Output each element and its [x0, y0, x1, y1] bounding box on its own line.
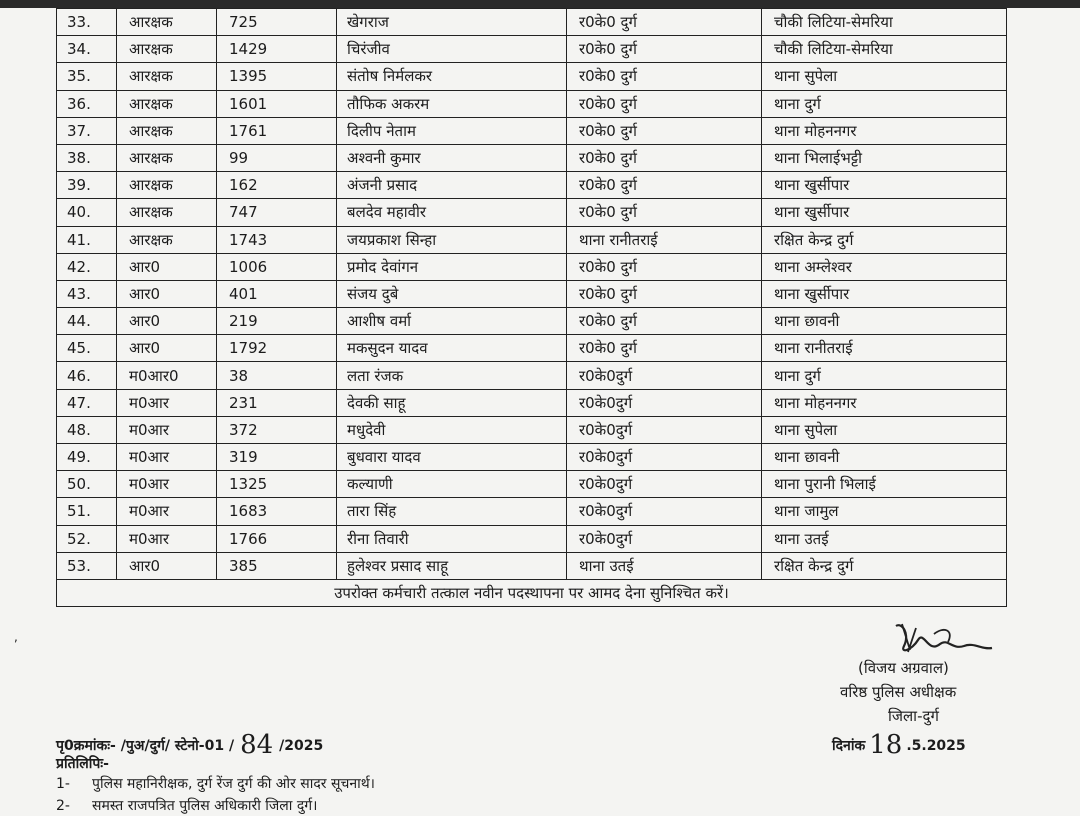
table-row: [57, 389, 1007, 416]
table-row: [57, 362, 1007, 389]
employee-name-cell: तौफिक अकरम: [337, 90, 567, 117]
employee-name-cell: हुलेश्वर प्रसाद साहू: [337, 552, 567, 579]
current-posting-cell: र0के0 दुर्ग: [567, 172, 762, 199]
top-edge-bar: [0, 0, 1080, 8]
new-posting-cell: थाना खुर्सीपार: [762, 199, 1007, 226]
signatory-name: (विजय अग्रवाल): [858, 659, 949, 677]
badge-number-cell: 162: [217, 172, 337, 199]
serial-number-cell: 40.: [57, 199, 117, 226]
rank-cell: म0आर: [117, 525, 217, 552]
rank-cell: म0आर0: [117, 362, 217, 389]
table-row: [57, 552, 1007, 579]
rank-cell: आर0: [117, 308, 217, 335]
table-row: [57, 63, 1007, 90]
new-posting-cell: थाना सुपेला: [762, 416, 1007, 443]
new-posting-cell: थाना मोहननगर: [762, 117, 1007, 144]
badge-number-cell: 385: [217, 552, 337, 579]
copy-item-text: समस्त राजपत्रित पुलिस अधिकारी जिला दुर्ग।: [92, 798, 318, 814]
badge-number-cell: 1761: [217, 117, 337, 144]
rank-cell: आर0: [117, 253, 217, 280]
employee-name-cell: कल्याणी: [337, 471, 567, 498]
employee-name-cell: तारा सिंह: [337, 498, 567, 525]
employee-name-cell: प्रमोद देवांगन: [337, 253, 567, 280]
rank-cell: आरक्षक: [117, 63, 217, 90]
employee-name-cell: अंजनी प्रसाद: [337, 172, 567, 199]
employee-name-cell: अश्वनी कुमार: [337, 144, 567, 171]
table-row: [57, 335, 1007, 362]
serial-number-cell: 45.: [57, 335, 117, 362]
badge-number-cell: 1601: [217, 90, 337, 117]
badge-number-cell: 401: [217, 280, 337, 307]
serial-number-cell: 44.: [57, 308, 117, 335]
current-posting-cell: र0के0 दुर्ग: [567, 335, 762, 362]
serial-number-cell: 37.: [57, 117, 117, 144]
current-posting-cell: र0के0 दुर्ग: [567, 36, 762, 63]
current-posting-cell: र0के0दुर्ग: [567, 498, 762, 525]
new-posting-cell: थाना खुर्सीपार: [762, 280, 1007, 307]
badge-number-cell: 99: [217, 144, 337, 171]
serial-number-cell: 50.: [57, 471, 117, 498]
serial-number-cell: 36.: [57, 90, 117, 117]
serial-number-cell: 43.: [57, 280, 117, 307]
table-row: [57, 253, 1007, 280]
badge-number-cell: 725: [217, 9, 337, 36]
serial-number-cell: 53.: [57, 552, 117, 579]
transfer-table-body: [57, 9, 1007, 580]
badge-number-cell: 1766: [217, 525, 337, 552]
current-posting-cell: र0के0दुर्ग: [567, 389, 762, 416]
serial-number-cell: 46.: [57, 362, 117, 389]
employee-name-cell: खेगराज: [337, 9, 567, 36]
table-row: [57, 9, 1007, 36]
badge-number-cell: 1006: [217, 253, 337, 280]
employee-name-cell: दिलीप नेताम: [337, 117, 567, 144]
copy-item: [56, 796, 318, 815]
badge-number-cell: 231: [217, 389, 337, 416]
new-posting-cell: थाना सुपेला: [762, 63, 1007, 90]
signatory-title: वरिष्ठ पुलिस अधीक्षक: [840, 683, 957, 701]
current-posting-cell: र0के0 दुर्ग: [567, 280, 762, 307]
current-posting-cell: र0के0 दुर्ग: [567, 253, 762, 280]
table-row: [57, 471, 1007, 498]
table-row: [57, 90, 1007, 117]
new-posting-cell: रक्षित केन्द्र दुर्ग: [762, 226, 1007, 253]
current-posting-cell: र0के0दुर्ग: [567, 416, 762, 443]
serial-number-cell: 35.: [57, 63, 117, 90]
employee-name-cell: बुधवारा यादव: [337, 444, 567, 471]
current-posting-cell: र0के0 दुर्ग: [567, 199, 762, 226]
new-posting-cell: थाना उतई: [762, 525, 1007, 552]
current-posting-cell: र0के0 दुर्ग: [567, 9, 762, 36]
copy-item-index: 1-: [56, 776, 70, 792]
current-posting-cell: र0के0दुर्ग: [567, 525, 762, 552]
date-rest: .5.2025: [906, 738, 966, 754]
rank-cell: आरक्षक: [117, 172, 217, 199]
copy-heading: प्रतिलिपिः-: [56, 756, 109, 772]
badge-number-cell: 372: [217, 416, 337, 443]
rank-cell: म0आर: [117, 444, 217, 471]
table-row: [57, 36, 1007, 63]
new-posting-cell: थाना छावनी: [762, 308, 1007, 335]
reference-suffix: /2025: [279, 738, 324, 754]
rank-cell: म0आर: [117, 471, 217, 498]
new-posting-cell: थाना अम्लेश्वर: [762, 253, 1007, 280]
date-label: दिनांक: [832, 738, 866, 754]
table-row: [57, 199, 1007, 226]
date-line: [832, 730, 966, 760]
rank-cell: आर0: [117, 552, 217, 579]
current-posting-cell: थाना रानीतराई: [567, 226, 762, 253]
employee-name-cell: बलदेव महावीर: [337, 199, 567, 226]
rank-cell: आर0: [117, 335, 217, 362]
rank-cell: म0आर: [117, 389, 217, 416]
rank-cell: आरक्षक: [117, 199, 217, 226]
rank-cell: आरक्षक: [117, 9, 217, 36]
serial-number-cell: 41.: [57, 226, 117, 253]
reference-number: 84: [240, 730, 274, 760]
new-posting-cell: थाना खुर्सीपार: [762, 172, 1007, 199]
employee-name-cell: देवकी साहू: [337, 389, 567, 416]
current-posting-cell: र0के0दुर्ग: [567, 362, 762, 389]
copy-item-index: 2-: [56, 798, 70, 814]
table-row: [57, 144, 1007, 171]
copy-item: [56, 774, 375, 793]
table-row: [57, 308, 1007, 335]
serial-number-cell: 47.: [57, 389, 117, 416]
table-row: [57, 525, 1007, 552]
rank-cell: आर0: [117, 280, 217, 307]
badge-number-cell: 1743: [217, 226, 337, 253]
instruction-row: [57, 579, 1007, 606]
rank-cell: आरक्षक: [117, 117, 217, 144]
employee-name-cell: लता रंजक: [337, 362, 567, 389]
table-row: [57, 444, 1007, 471]
table-row: [57, 172, 1007, 199]
serial-number-cell: 48.: [57, 416, 117, 443]
copy-item-text: पुलिस महानिरीक्षक, दुर्ग रेंज दुर्ग की ओर सादर सूचनार्थ।: [92, 776, 375, 792]
table-row: [57, 498, 1007, 525]
reference-prefix: पृ0क्रमांकः- /पुअ/दुर्ग/ स्टेनो-01 /: [56, 738, 235, 754]
instruction-text: उपरोक्त कर्मचारी तत्काल नवीन पदस्थापना पर आमद देना सुनिश्चित करें।: [57, 579, 1007, 606]
current-posting-cell: र0के0 दुर्ग: [567, 144, 762, 171]
margin-mark: ,: [14, 630, 18, 644]
employee-name-cell: संतोष निर्मलकर: [337, 63, 567, 90]
serial-number-cell: 34.: [57, 36, 117, 63]
new-posting-cell: थाना जामुल: [762, 498, 1007, 525]
date-day: 18: [869, 730, 903, 760]
table-row: [57, 416, 1007, 443]
badge-number-cell: 747: [217, 199, 337, 226]
rank-cell: म0आर: [117, 416, 217, 443]
rank-cell: आरक्षक: [117, 90, 217, 117]
current-posting-cell: र0के0 दुर्ग: [567, 90, 762, 117]
transfer-table: [56, 8, 1007, 607]
new-posting-cell: चौकी लिटिया-सेमरिया: [762, 9, 1007, 36]
badge-number-cell: 1792: [217, 335, 337, 362]
employee-name-cell: रीना तिवारी: [337, 525, 567, 552]
employee-name-cell: मधुदेवी: [337, 416, 567, 443]
rank-cell: म0आर: [117, 498, 217, 525]
badge-number-cell: 319: [217, 444, 337, 471]
table-row: [57, 117, 1007, 144]
new-posting-cell: थाना रानीतराई: [762, 335, 1007, 362]
table-row: [57, 226, 1007, 253]
new-posting-cell: थाना दुर्ग: [762, 362, 1007, 389]
current-posting-cell: र0के0 दुर्ग: [567, 308, 762, 335]
new-posting-cell: रक्षित केन्द्र दुर्ग: [762, 552, 1007, 579]
employee-name-cell: मकसुदन यादव: [337, 335, 567, 362]
badge-number-cell: 219: [217, 308, 337, 335]
serial-number-cell: 51.: [57, 498, 117, 525]
serial-number-cell: 42.: [57, 253, 117, 280]
new-posting-cell: चौकी लिटिया-सेमरिया: [762, 36, 1007, 63]
current-posting-cell: र0के0 दुर्ग: [567, 117, 762, 144]
new-posting-cell: थाना मोहननगर: [762, 389, 1007, 416]
employee-name-cell: संजय दुबे: [337, 280, 567, 307]
new-posting-cell: थाना पुरानी भिलाई: [762, 471, 1007, 498]
current-posting-cell: र0के0दुर्ग: [567, 444, 762, 471]
rank-cell: आरक्षक: [117, 226, 217, 253]
employee-name-cell: आशीष वर्मा: [337, 308, 567, 335]
employee-name-cell: जयप्रकाश सिन्हा: [337, 226, 567, 253]
serial-number-cell: 33.: [57, 9, 117, 36]
rank-cell: आरक्षक: [117, 144, 217, 171]
current-posting-cell: र0के0दुर्ग: [567, 471, 762, 498]
table-row: [57, 280, 1007, 307]
badge-number-cell: 38: [217, 362, 337, 389]
serial-number-cell: 39.: [57, 172, 117, 199]
serial-number-cell: 49.: [57, 444, 117, 471]
signatory-district: जिला-दुर्ग: [888, 707, 939, 725]
badge-number-cell: 1325: [217, 471, 337, 498]
new-posting-cell: थाना दुर्ग: [762, 90, 1007, 117]
badge-number-cell: 1395: [217, 63, 337, 90]
current-posting-cell: र0के0 दुर्ग: [567, 63, 762, 90]
badge-number-cell: 1429: [217, 36, 337, 63]
serial-number-cell: 38.: [57, 144, 117, 171]
new-posting-cell: थाना छावनी: [762, 444, 1007, 471]
new-posting-cell: थाना भिलाईभट्टी: [762, 144, 1007, 171]
badge-number-cell: 1683: [217, 498, 337, 525]
employee-name-cell: चिरंजीव: [337, 36, 567, 63]
rank-cell: आरक्षक: [117, 36, 217, 63]
serial-number-cell: 52.: [57, 525, 117, 552]
current-posting-cell: थाना उतई: [567, 552, 762, 579]
